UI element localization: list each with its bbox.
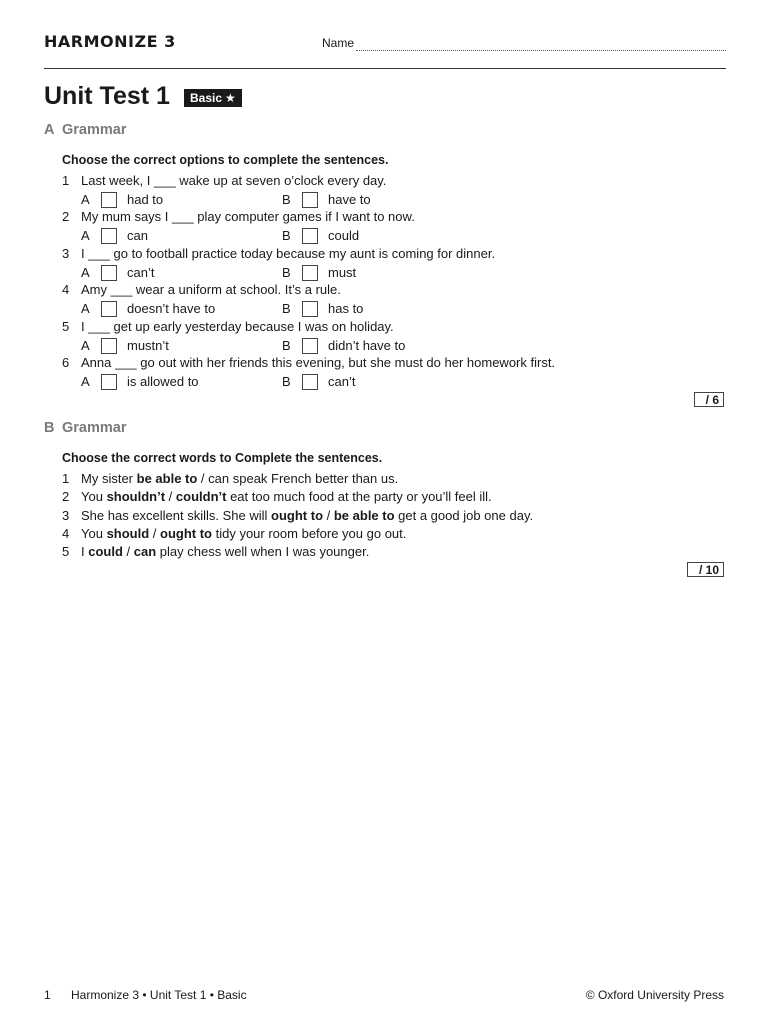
choice-two[interactable]: be able to [333, 508, 395, 523]
question-line [62, 354, 555, 372]
option-text: mustn’t [127, 338, 169, 353]
name-dotted-line [356, 50, 726, 51]
choice-one[interactable]: be able to [136, 471, 198, 486]
option-text: can’t [328, 374, 356, 389]
choice-two[interactable]: can [133, 544, 157, 559]
question-text: Anna ___ go out with her friends this evening, but she must do her homework first. [81, 355, 556, 370]
choice-separator: / [323, 508, 334, 523]
option-text: had to [127, 192, 164, 207]
section-b-title: Grammar [62, 420, 127, 436]
answer-checkbox[interactable] [101, 338, 117, 354]
question-text: My mum says I ___ play computer games if I want to now. [81, 209, 415, 224]
sentence-start: My sister [81, 471, 137, 486]
option-letter: B [282, 338, 291, 353]
section-a-heading [44, 122, 126, 138]
sentence-line [62, 543, 369, 561]
answer-checkbox[interactable] [101, 192, 117, 208]
footer-copyright: © Oxford University Press [585, 988, 724, 1002]
sentence-end: play chess well when I was younger. [156, 544, 370, 559]
answer-checkbox[interactable] [302, 338, 318, 354]
choice-two[interactable]: ought to [160, 526, 212, 541]
footer-left-text: Harmonize 3 • Unit Test 1 • Basic [71, 988, 247, 1002]
question-text: I ___ get up early yesterday because I was on holiday. [81, 319, 394, 334]
section-a-instruction: Choose the correct options to complete the sentences. [62, 153, 389, 167]
choice-two[interactable]: couldn’t [175, 489, 227, 504]
option-letter: A [81, 228, 90, 243]
answer-checkbox[interactable] [302, 265, 318, 281]
question-line [62, 245, 495, 263]
choice-separator: / [122, 544, 134, 559]
question-line [62, 318, 394, 336]
question-number: 4 [62, 282, 70, 297]
answer-checkbox[interactable] [101, 265, 117, 281]
answer-checkbox[interactable] [302, 374, 318, 390]
name-label: Name [322, 36, 355, 50]
choice-separator: / [149, 526, 161, 541]
sentence-start: You [81, 489, 107, 504]
sentence-line [62, 525, 406, 543]
option-letter: A [81, 338, 90, 353]
option-text: doesn’t have to [127, 301, 216, 316]
option-letter: A [81, 192, 90, 207]
choice-one[interactable]: ought to [271, 508, 324, 523]
option-a [81, 337, 169, 355]
section-b-letter: B [44, 420, 55, 436]
sentence-end: eat too much food at the party or you’ll feel ill. [226, 489, 492, 504]
section-a-score-box[interactable]: / 6 [694, 392, 724, 407]
option-a [81, 227, 148, 245]
choice-two[interactable]: can [208, 471, 230, 486]
answer-checkbox[interactable] [101, 301, 117, 317]
option-text: is allowed to [127, 374, 199, 389]
brand-logo: HARMONIZE 3 [44, 32, 176, 51]
question-line [62, 208, 415, 226]
sentence-number: 3 [62, 508, 70, 523]
section-a-letter: A [44, 122, 55, 138]
question-number: 1 [62, 173, 70, 188]
choice-one[interactable]: should [106, 526, 150, 541]
option-text: could [328, 228, 360, 243]
name-field[interactable] [322, 36, 726, 54]
option-letter: B [282, 301, 291, 316]
sentence-start: She has excellent skills. She will [81, 508, 272, 523]
question-line [62, 281, 341, 299]
option-letter: B [282, 265, 291, 280]
option-text: has to [328, 301, 364, 316]
answer-checkbox[interactable] [101, 374, 117, 390]
level-badge [184, 89, 242, 107]
section-b-instruction: Choose the correct words to Complete the sentences. [62, 451, 383, 465]
option-letter: B [282, 374, 291, 389]
choice-one[interactable]: could [88, 544, 123, 559]
badge-label: Basic [190, 91, 223, 105]
section-a-title: Grammar [62, 122, 127, 138]
option-b [282, 264, 356, 282]
section-b-score-box[interactable]: / 10 [687, 562, 724, 577]
sentence-number: 4 [62, 526, 70, 541]
question-number: 3 [62, 246, 70, 261]
question-text: I ___ go to football practice today because my aunt is coming for dinner. [81, 246, 496, 261]
sentence-start: I [81, 544, 89, 559]
question-number: 5 [62, 319, 70, 334]
option-b [282, 337, 405, 355]
option-a [81, 191, 163, 209]
option-letter: B [282, 228, 291, 243]
sentence-number: 1 [62, 471, 70, 486]
question-number: 2 [62, 209, 70, 224]
choice-one[interactable]: shouldn’t [106, 489, 166, 504]
option-letter: A [81, 265, 90, 280]
header-divider [44, 68, 726, 69]
answer-checkbox[interactable] [302, 192, 318, 208]
answer-checkbox[interactable] [302, 301, 318, 317]
option-a [81, 264, 154, 282]
option-b [282, 373, 355, 391]
question-number: 6 [62, 355, 70, 370]
option-text: can’t [127, 265, 155, 280]
sentence-line [62, 488, 492, 506]
option-letter: A [81, 301, 90, 316]
option-letter: A [81, 374, 90, 389]
question-text: Last week, I ___ wake up at seven o’clock every day. [81, 173, 387, 188]
question-text: Amy ___ wear a uniform at school. It’s a rule. [81, 282, 341, 297]
sentence-number: 5 [62, 544, 70, 559]
page-title: Unit Test 1 [44, 82, 170, 110]
option-text: have to [328, 192, 371, 207]
footer-page-number: 1 [44, 988, 51, 1002]
question-line [62, 172, 386, 190]
sentence-end: tidy your room before you go out. [212, 526, 407, 541]
section-b-heading [44, 420, 126, 436]
option-b [282, 191, 371, 209]
answer-checkbox[interactable] [101, 228, 117, 244]
sentence-end: speak French better than us. [229, 471, 399, 486]
option-text: can [127, 228, 148, 243]
star-icon: ★ [225, 91, 236, 105]
choice-separator: / [165, 489, 176, 504]
sentence-line [62, 507, 533, 525]
option-letter: B [282, 192, 291, 207]
sentence-start: You [81, 526, 107, 541]
sentence-end: get a good job one day. [394, 508, 534, 523]
option-b [282, 227, 359, 245]
option-text: didn’t have to [328, 338, 406, 353]
choice-separator: / [197, 471, 209, 486]
sentence-line [62, 470, 398, 488]
option-text: must [328, 265, 357, 280]
option-a [81, 373, 199, 391]
option-a [81, 300, 215, 318]
option-b [282, 300, 363, 318]
sentence-number: 2 [62, 489, 70, 504]
answer-checkbox[interactable] [302, 228, 318, 244]
